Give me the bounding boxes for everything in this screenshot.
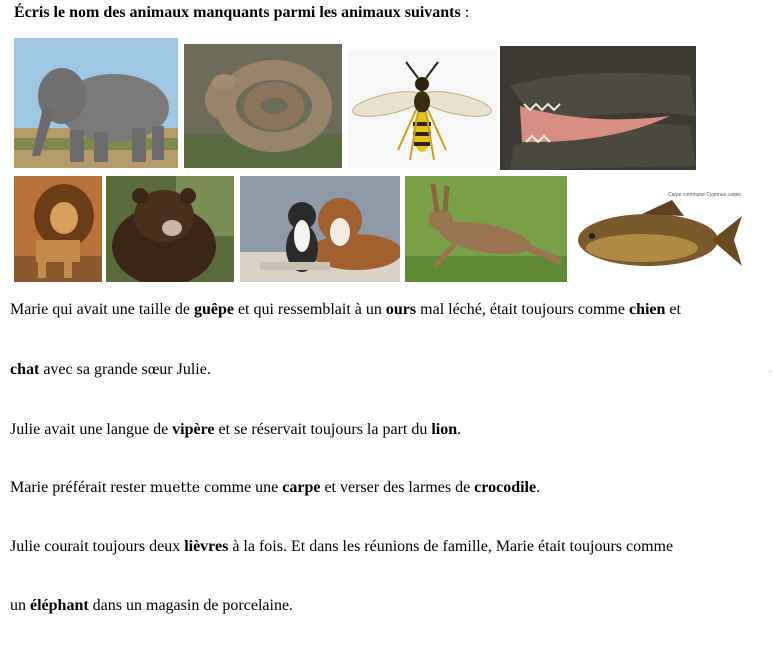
sentence-line-6: [10, 597, 293, 615]
line4-text-c: comme une: [200, 479, 283, 496]
word-chat: chat: [10, 361, 40, 378]
sentence-line-4: [10, 479, 540, 497]
line3-text-a: Julie avait une langue de: [10, 421, 173, 438]
word-crocodile: crocodile: [474, 479, 537, 496]
word-carpe: carpe: [282, 479, 321, 496]
sentence-line-5: [10, 538, 673, 556]
word-lion: lion: [431, 421, 458, 438]
crocodile-image: [500, 46, 696, 170]
line1-text-a: Marie qui avait une taille de: [10, 301, 194, 318]
line4-text-e: .: [536, 479, 541, 496]
cat-and-dog-image: [240, 176, 400, 282]
sentence-line-2: [10, 361, 211, 379]
hare-image: [405, 176, 567, 282]
word-chien: chien: [628, 301, 666, 318]
stray-mark: .: [769, 364, 772, 375]
line1-text-d: mal léché, était toujours comme: [416, 301, 629, 318]
line1-text-c: et qui ressemblait à un: [233, 301, 386, 318]
sentence-line-1: [10, 301, 681, 319]
line4-text-a: Marie préférait rester: [10, 479, 150, 496]
wasp-image: [348, 50, 496, 168]
instruction-tail: :: [460, 4, 470, 21]
word-guepe: guêpe: [193, 301, 234, 318]
line6-text-c: dans un magasin de porcelaine.: [88, 597, 294, 614]
carp-caption: Carpe commune Cyprinus carpio: [668, 192, 742, 198]
instruction-bold: Écris le nom des animaux manquants parmi les animaux suivants: [14, 4, 461, 21]
elephant-image: [14, 38, 178, 168]
word-elephant: éléphant: [30, 597, 89, 614]
line4-text-d: et verser des larmes de: [320, 479, 475, 496]
sentence-line-3: [10, 421, 461, 439]
line5-text-a: Julie courait toujours deux: [10, 538, 185, 555]
word-ours: ours: [385, 301, 417, 318]
word-vipere: vipère: [172, 421, 215, 438]
viper-image: [184, 44, 342, 168]
line3-text-d: .: [457, 421, 462, 438]
line3-text-c: et se réservait toujours la part du: [214, 421, 432, 438]
word-muette: muette: [149, 480, 201, 496]
word-lievres: lièvres: [184, 538, 229, 555]
lion-image: [14, 176, 102, 282]
line5-text-c: à la fois. Et dans les réunions de famille, Marie était toujours comme: [228, 538, 674, 555]
carp-image: [572, 190, 744, 282]
line1-text-e: et: [665, 301, 681, 318]
bear-image: [106, 176, 234, 282]
line2-text-a: avec sa grande sœur Julie.: [39, 361, 211, 378]
line6-text-a: un: [10, 597, 30, 614]
instruction-heading: [14, 4, 469, 22]
